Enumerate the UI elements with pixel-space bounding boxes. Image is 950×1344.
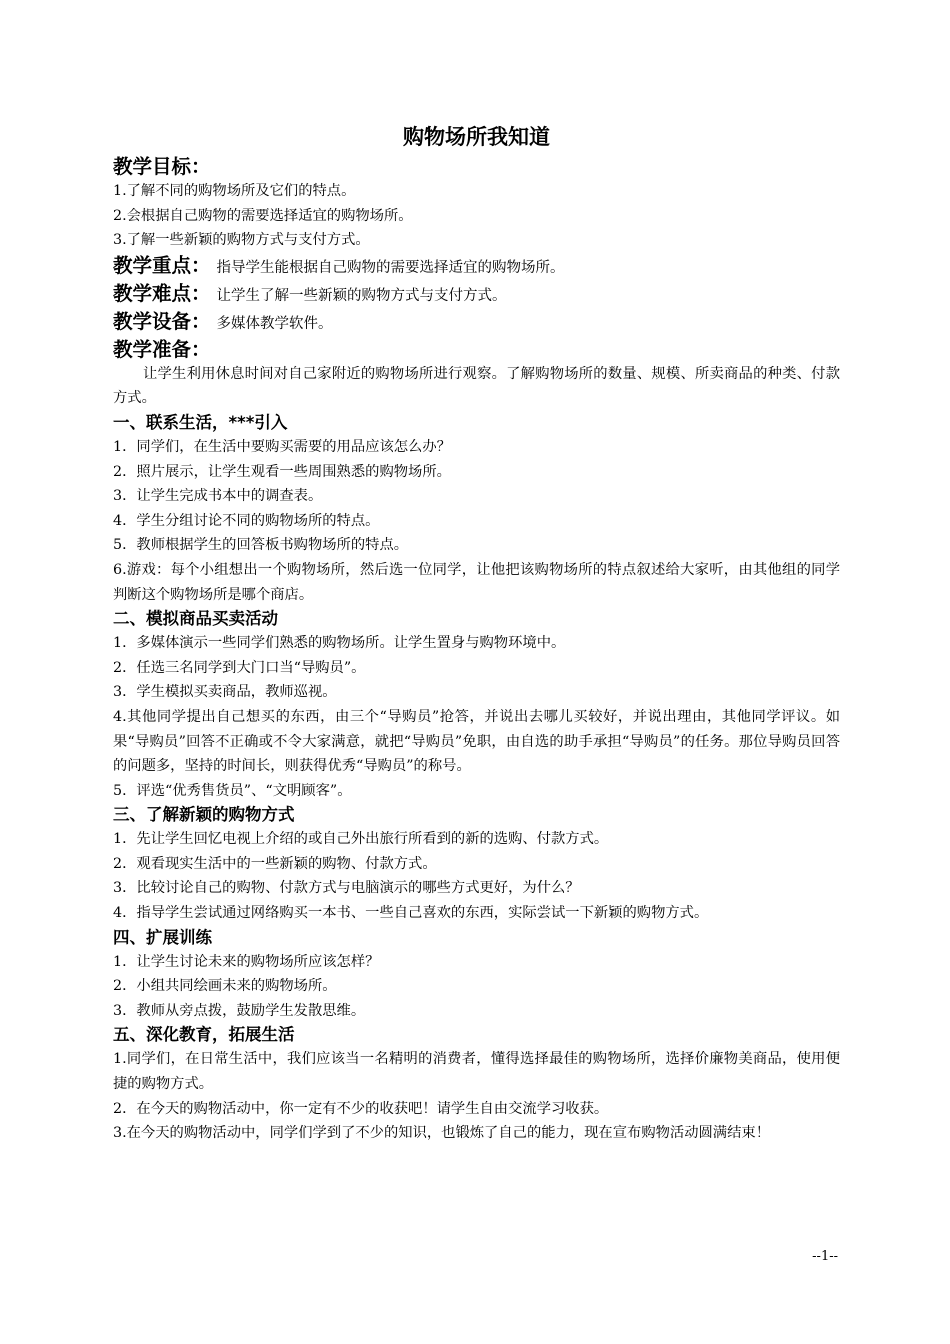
list-item: 4．学生分组讨论不同的购物场所的特点。 — [113, 512, 380, 529]
preparation-text: 让学生利用休息时间对自己家附近的购物场所进行观察。了解购物场所的数量、规模、所卖商品的种类、付款方式。 — [113, 365, 840, 407]
key-point-row — [113, 253, 840, 281]
difficulty-row — [113, 281, 840, 309]
equipment-heading: 教学设备： — [113, 309, 211, 333]
equipment-row — [113, 309, 840, 337]
list-item: 3．让学生完成书本中的调查表。 — [113, 488, 323, 505]
section-heading: 二、模拟商品买卖活动 — [113, 609, 278, 629]
list-item: 1.同学们，在日常生活中，我们应该当一名精明的消费者，懂得选择最佳的购物场所，选择价廉物美商品，使用便捷的购物方式。 — [113, 1051, 840, 1093]
list-item: 2．小组共同绘画未来的购物场所。 — [113, 978, 337, 995]
list-item: 1．多媒体演示一些同学们熟悉的购物场所。让学生置身与购物环境中。 — [113, 635, 566, 652]
goal-item: 3.了解一些新颖的购物方式与支付方式。 — [113, 232, 370, 249]
preparation-heading: 教学准备： — [113, 337, 211, 361]
list-item: 3．学生模拟买卖商品，教师巡视。 — [113, 684, 337, 701]
goals-heading: 教学目标： — [113, 155, 211, 178]
list-item: 3．比较讨论自己的购物、付款方式与电脑演示的哪些方式更好，为什么？ — [113, 880, 580, 897]
goal-item: 2.会根据自己购物的需要选择适宜的购物场所。 — [113, 207, 413, 224]
key-point-heading: 教学重点： — [113, 253, 211, 277]
difficulty-text: 让学生了解一些新颖的购物方式与支付方式。 — [216, 287, 507, 304]
goal-item: 1.了解不同的购物场所及它们的特点。 — [113, 183, 356, 199]
page-number: --1-- — [812, 1249, 838, 1264]
key-point-text: 指导学生能根据自己购物的需要选择适宜的购物场所。 — [216, 259, 565, 276]
list-item: 2．任选三名同学到大门口当“导购员”。 — [113, 659, 366, 676]
list-item: 3．教师从旁点拨，鼓励学生发散思维。 — [113, 1002, 366, 1019]
section-heading: 一、联系生活，***引入 — [113, 412, 288, 432]
list-item: 1．同学们，在生活中要购买需要的用品应该怎么办？ — [113, 438, 451, 455]
list-item: 1．让学生讨论未来的购物场所应该怎样？ — [113, 953, 380, 970]
list-item: 2．在今天的购物活动中，你一定有不少的收获吧！请学生自由交流学习收获。 — [113, 1100, 609, 1117]
list-item: 1．先让学生回忆电视上介绍的或自己外出旅行所看到的新的选购、付款方式。 — [113, 831, 609, 848]
list-item: 4．指导学生尝试通过网络购买一本书、一些自己喜欢的东西，实际尝试一下新颖的购物方式。 — [113, 905, 709, 922]
list-item: 2．观看现实生活中的一些新颖的购物、付款方式。 — [113, 855, 437, 872]
list-item: 6.游戏：每个小组想出一个购物场所，然后选一位同学，让他把该购物场所的特点叙述给大家听，由其他组的同学判断这个购物场所是哪个商店。 — [113, 561, 840, 603]
section-heading: 四、扩展训练 — [113, 927, 212, 947]
list-item: 3.在今天的购物活动中，同学们学到了不少的知识，也锻炼了自己的能力，现在宣布购物活动圆满结束！ — [113, 1125, 770, 1142]
list-item: 5．评选“优秀售货员”、“文明顾客”。 — [113, 782, 352, 799]
list-item: 5．教师根据学生的回答板书购物场所的特点。 — [113, 537, 409, 554]
section-heading: 五、深化教育，拓展生活 — [113, 1025, 295, 1045]
equipment-text: 多媒体教学软件。 — [216, 315, 333, 332]
difficulty-heading: 教学难点： — [113, 281, 211, 305]
section-heading: 三、了解新颖的购物方式 — [113, 805, 295, 825]
list-item: 2．照片展示，让学生观看一些周围熟悉的购物场所。 — [113, 463, 451, 480]
page-title: 购物场所我知道 — [403, 124, 550, 149]
list-item: 4.其他同学提出自己想买的东西，由三个“导购员”抢答，并说出去哪儿买较好，并说出理由，其他同学评议。如果“导购员”回答不正确或不令大家满意，就把“导购员”免职，由自选的助手承担“导购员”的任务。那位导购员回答的问题多，坚持的时间长，则获得优秀“导购员”的称号。 — [113, 708, 840, 775]
document-page — [113, 120, 840, 1146]
